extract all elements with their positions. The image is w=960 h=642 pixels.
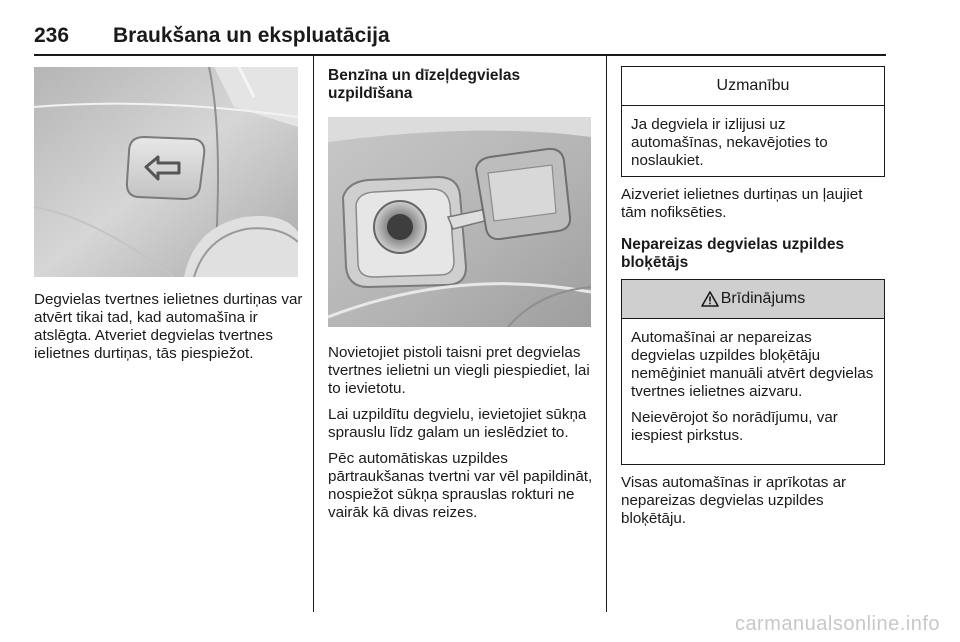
page-header [34, 24, 886, 54]
column-2-text [328, 344, 594, 530]
page-title: Braukšana un ekspluatācija [113, 24, 390, 47]
misfuel-equipped-paragraph: Visas automašīnas ir aprīkotas ar nepareizas degvielas uzpildes bloķētāju. [621, 474, 847, 527]
instruction-paragraph-3: Pēc automātiskas uzpildes pārtraukšanas tvertni var vēl papildināt, nospiežot sūkņa sprauslas rokturi ne vairāk kā divas reizes. [328, 450, 593, 521]
warning-box-title [622, 280, 884, 319]
warning-triangle-icon [701, 291, 719, 307]
misfuel-heading: Nepareizas degvielas uzpildes bloķētājs [621, 236, 845, 271]
caution-title-text: Uzmanību [716, 77, 790, 94]
warning-paragraph-2: Neievērojot šo norādījumu, var iespiest pirkstus. [631, 409, 838, 444]
instruction-paragraph-1: Novietojiet pistoli taisni pret degvielas tvertnes ielietni un viegli piespiediet, lai to ievietotu. [328, 344, 590, 397]
caution-text: Ja degviela ir izlijusi uz automašīnas, nekavējoties to noslaukiet. [631, 116, 828, 169]
column-divider-2 [606, 56, 607, 612]
fuel-door-illustration [34, 67, 298, 277]
instruction-paragraph-2: Lai uzpildītu degvielu, ievietojiet sūkņa sprauslu līdz galam un ieslēdziet to. [328, 406, 587, 441]
column-divider-1 [313, 56, 314, 612]
fuel-door-figure [34, 67, 298, 277]
column-3-text-a [621, 186, 885, 272]
column-1-text [34, 291, 304, 371]
caution-box-body [622, 106, 884, 184]
fuel-door-paragraph: Degvielas tvertnes ielietnes durtiņas var atvērt tikai tad, kad automašīna ir atslēgta. Atveriet degvielas tvertnes ielietnes durtiņas, tās piespiežot. [34, 291, 303, 362]
caution-box [621, 66, 885, 177]
header-rule [34, 54, 886, 56]
warning-paragraph-1: Automašīnai ar nepareizas degvielas uzpildes bloķētāju nemēģiniet manuāli atvērt degvielas tvertnes ielietnes aizvaru. [631, 329, 874, 400]
watermark: carmanualsonline.info [734, 613, 940, 635]
warning-box [621, 279, 885, 465]
close-door-paragraph: Aizveriet ielietnes durtiņas un ļaujiet tām nofiksēties. [621, 186, 863, 221]
warning-title-text: Brīdinājums [720, 290, 806, 307]
refuelling-heading: Benzīna un dīzeļdegvielas uzpildīšana [328, 67, 521, 102]
column-3-text-b [621, 474, 885, 536]
column-2-heading-block [328, 67, 594, 117]
fuel-filler-figure [328, 117, 591, 327]
caution-box-title [622, 67, 884, 106]
warning-box-body [622, 319, 884, 459]
page-number: 236 [34, 24, 70, 47]
fuel-filler-illustration [328, 117, 591, 327]
